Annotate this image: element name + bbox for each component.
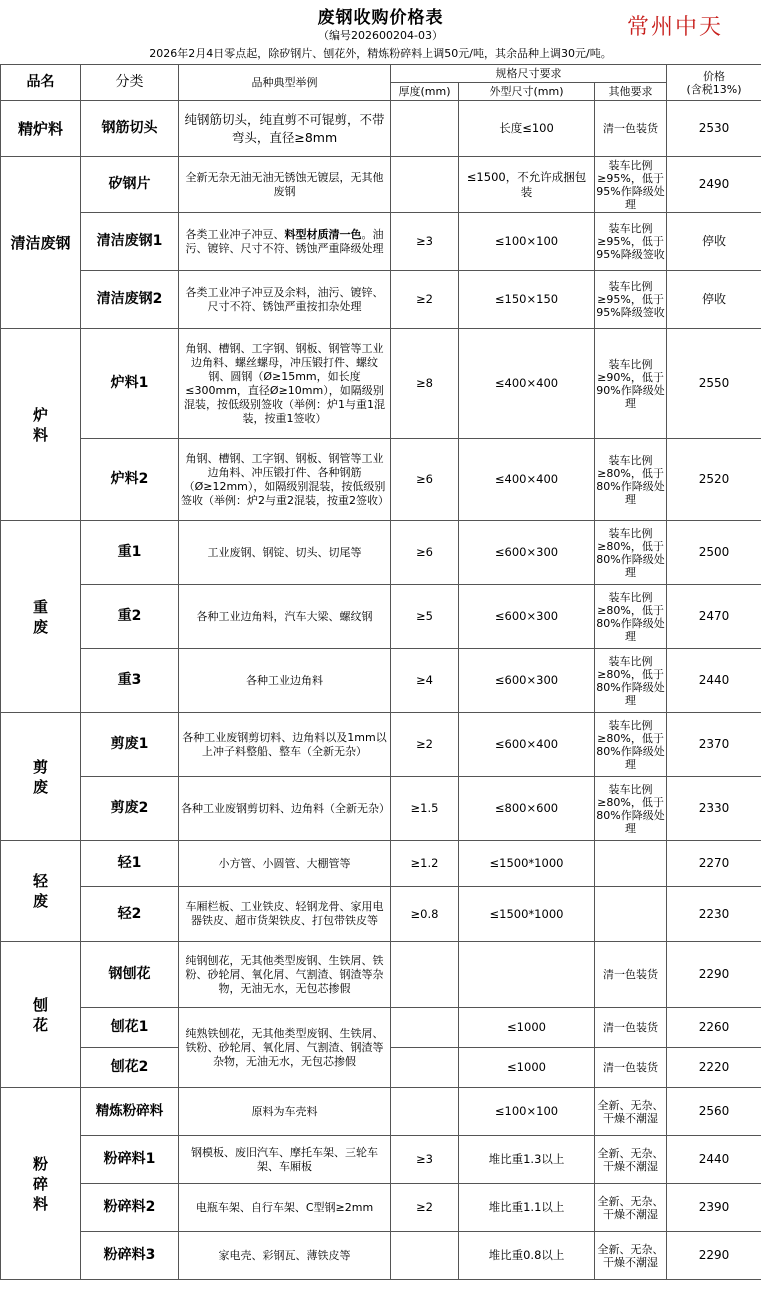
table-row (1, 649, 761, 713)
category-cell: 精炼粉碎料 (81, 1088, 179, 1136)
other-cell: 装车比例≥95%，低于95%降级签收 (595, 213, 667, 271)
other-cell: 全新、无杂、干燥不潮湿 (595, 1232, 667, 1280)
size-cell: ≤1500*1000 (459, 841, 595, 887)
price-cell: 2260 (667, 1008, 761, 1048)
other-cell: 全新、无杂、干燥不潮湿 (595, 1184, 667, 1232)
thickness-cell (391, 1008, 459, 1048)
size-cell (459, 942, 595, 1008)
thickness-cell: ≥2 (391, 713, 459, 777)
size-cell: ≤400×400 (459, 439, 595, 521)
col-name-header: 品名 (1, 65, 81, 101)
size-cell: 堆比重1.3以上 (459, 1136, 595, 1184)
example-cell: 工业废钢、钢锭、切头、切尾等 (179, 521, 391, 585)
group-name: 轻废 (1, 841, 81, 942)
example-cell: 各类工业冲子冲豆及余料，油污、镀锌、尺寸不符、锈蚀严重按扣杂处理 (179, 271, 391, 329)
category-cell: 刨花2 (81, 1048, 179, 1088)
document-code: （编号202600204-03） (318, 29, 443, 42)
thickness-cell: ≥4 (391, 649, 459, 713)
group-name: 重废 (1, 521, 81, 713)
table-row (1, 1008, 761, 1048)
group-name: 粉碎料 (1, 1088, 81, 1280)
size-cell: ≤600×300 (459, 649, 595, 713)
example-cell: 小方管、小圆管、大棚管等 (179, 841, 391, 887)
example-cell: 原料为车壳料 (179, 1088, 391, 1136)
page-header (0, 0, 761, 64)
other-cell: 装车比例≥80%，低于80%作降级处理 (595, 713, 667, 777)
price-cell: 2290 (667, 942, 761, 1008)
price-notice: 2026年2月4日零点起，除矽钢片、刨花外，精炼粉碎料上调50元/吨，其余品种上调30元/吨。 (149, 47, 612, 60)
table-row (1, 101, 761, 157)
other-cell: 装车比例≥80%，低于80%作降级处理 (595, 521, 667, 585)
example-cell: 纯钢筋切头，纯直剪不可锟剪，不带弯头，直径≥8mm (179, 101, 391, 157)
thickness-cell: ≥6 (391, 521, 459, 585)
category-cell: 钢筋切头 (81, 101, 179, 157)
category-cell: 粉碎料1 (81, 1136, 179, 1184)
col-other-header: 其他要求 (595, 83, 667, 101)
size-cell: 堆比重0.8以上 (459, 1232, 595, 1280)
size-cell: 长度≤100 (459, 101, 595, 157)
other-cell: 装车比例≥80%，低于80%作降级处理 (595, 649, 667, 713)
example-cell: 角钢、槽钢、工字钢、钢板、钢管等工业边角料、冲压锻打件、各种钢筋（Ø≥12mm），如隔级别混装，按低级别签收（举例：炉2与重2混装，按重2签收） (179, 439, 391, 521)
category-cell: 刨花1 (81, 1008, 179, 1048)
thickness-cell: ≥5 (391, 585, 459, 649)
thickness-cell: ≥1.2 (391, 841, 459, 887)
example-cell: 角钢、槽钢、工字钢、钢板、钢管等工业边角料、螺丝螺母，冲压锻打件、螺纹钢、圆钢（Ø≥15mm，如长度≤300mm，直径Ø≥10mm），如隔级别混装，按低级别签收（举例：炉1与重1混装，按重1签收） (179, 329, 391, 439)
price-cell: 2550 (667, 329, 761, 439)
thickness-cell: ≥8 (391, 329, 459, 439)
category-cell: 炉料1 (81, 329, 179, 439)
other-cell: 装车比例≥80%，低于80%作降级处理 (595, 585, 667, 649)
category-cell: 轻1 (81, 841, 179, 887)
category-cell: 重2 (81, 585, 179, 649)
thickness-cell (391, 942, 459, 1008)
example-cell: 电瓶车架、自行车架、C型钢≥2mm (179, 1184, 391, 1232)
example-cell: 纯钢刨花，无其他类型废钢、生铁屑、铁粉、砂轮屑、氧化屑、气割渣、钢渣等杂物，无油无水，无包芯掺假 (179, 942, 391, 1008)
table-row (1, 1232, 761, 1280)
other-cell: 全新、无杂、干燥不潮湿 (595, 1088, 667, 1136)
other-cell: 装车比例≥80%，低于80%作降级处理 (595, 777, 667, 841)
group-name: 精炉料 (1, 101, 81, 157)
size-cell: ≤400×400 (459, 329, 595, 439)
thickness-cell (391, 101, 459, 157)
size-cell: ≤1000 (459, 1048, 595, 1088)
table-row (1, 887, 761, 942)
table-row (1, 521, 761, 585)
other-cell: 装车比例≥95%，低于95%降级签收 (595, 271, 667, 329)
table-row (1, 1136, 761, 1184)
other-cell (595, 887, 667, 942)
thickness-cell (391, 1088, 459, 1136)
thickness-cell: ≥3 (391, 1136, 459, 1184)
category-cell: 清洁废钢2 (81, 271, 179, 329)
price-cell: 2270 (667, 841, 761, 887)
size-cell: 堆比重1.1以上 (459, 1184, 595, 1232)
table-row (1, 1088, 761, 1136)
thickness-cell: ≥1.5 (391, 777, 459, 841)
category-cell: 粉碎料3 (81, 1232, 179, 1280)
thickness-cell (391, 1048, 459, 1088)
other-cell: 清一色装货 (595, 101, 667, 157)
table-row (1, 157, 761, 213)
price-cell: 2440 (667, 1136, 761, 1184)
size-cell: ≤100×100 (459, 213, 595, 271)
category-cell: 重3 (81, 649, 179, 713)
col-spec-group-header: 规格尺寸要求 (391, 65, 667, 83)
size-cell: ≤1000 (459, 1008, 595, 1048)
other-cell: 清一色装货 (595, 1008, 667, 1048)
emphasis-text: 料型材质清一色 (284, 227, 362, 241)
other-cell: 装车比例≥80%，低于80%作降级处理 (595, 439, 667, 521)
price-cell: 2370 (667, 713, 761, 777)
thickness-cell: ≥0.8 (391, 887, 459, 942)
other-cell: 清一色装货 (595, 942, 667, 1008)
size-cell: ≤100×100 (459, 1088, 595, 1136)
table-row (1, 585, 761, 649)
example-cell: 车厢栏板、工业铁皮、轻钢龙骨、家用电器铁皮、超市货架铁皮、打包带铁皮等 (179, 887, 391, 942)
other-cell: 装车比例≥95%，低于95%作降级处理 (596, 158, 665, 211)
brand-watermark: 常州中天 (626, 15, 723, 40)
size-cell: ≤1500，不允许成捆包装 (459, 157, 595, 213)
col-price-header: 价格 (含税13%) (667, 65, 761, 101)
group-name: 刨花 (1, 942, 81, 1088)
price-cell: 2220 (667, 1048, 761, 1088)
example-cell: 家电壳、彩钢瓦、薄铁皮等 (179, 1232, 391, 1280)
category-cell: 清洁废钢1 (81, 213, 179, 271)
size-cell: ≤600×400 (459, 713, 595, 777)
other-cell: 装车比例≥90%，低于90%作降级处理 (595, 329, 667, 439)
col-size-header: 外型尺寸(mm) (459, 83, 595, 101)
category-cell: 重1 (81, 521, 179, 585)
table-row (1, 329, 761, 439)
price-cell: 停收 (667, 271, 761, 329)
price-cell: 2530 (667, 101, 761, 157)
price-cell: 停收 (667, 213, 761, 271)
example-cell: 钢模板、废旧汽车、摩托车架、三轮车架、车厢板 (179, 1136, 391, 1184)
thickness-cell: ≥6 (391, 439, 459, 521)
example-cell: 各种工业废钢剪切料、边角料以及1mm以上冲子料整船、整车（全新无杂） (179, 713, 391, 777)
other-cell (595, 841, 667, 887)
col-category-header: 分类 (81, 65, 179, 101)
example-cell: 各种工业边角料，汽车大梁、螺纹钢 (179, 585, 391, 649)
example-cell: 各类工业冲子冲豆、料型材质清一色。油污、镀锌、尺寸不符、锈蚀严重降级处理 (179, 213, 391, 271)
table-row (1, 213, 761, 271)
example-cell: 全新无杂无油无油无锈蚀无镀层，无其他废钢 (179, 157, 391, 213)
table-row (1, 841, 761, 887)
price-cell: 2470 (667, 585, 761, 649)
size-cell: ≤1500*1000 (459, 887, 595, 942)
page-title: 废钢收购价格表 (317, 8, 444, 28)
category-cell: 轻2 (81, 887, 179, 942)
table-row (1, 777, 761, 841)
group-name: 清洁废钢 (1, 157, 81, 329)
category-cell: 钢刨花 (81, 942, 179, 1008)
price-cell: 2560 (667, 1088, 761, 1136)
category-cell: 粉碎料2 (81, 1184, 179, 1232)
group-name: 剪废 (1, 713, 81, 841)
other-cell: 清一色装货 (595, 1048, 667, 1088)
table-row (1, 713, 761, 777)
header-row (1, 65, 761, 83)
price-cell: 2330 (667, 777, 761, 841)
example-cell: 各种工业边角料 (179, 649, 391, 713)
thickness-cell: ≥2 (391, 1184, 459, 1232)
price-cell: 2290 (667, 1232, 761, 1280)
price-cell: 2490 (667, 157, 761, 213)
price-cell: 2520 (667, 439, 761, 521)
col-example-header: 品种典型举例 (179, 65, 391, 101)
size-cell: ≤800×600 (459, 777, 595, 841)
thickness-cell: ≥3 (391, 213, 459, 271)
category-cell: 剪废2 (81, 777, 179, 841)
price-cell: 2390 (667, 1184, 761, 1232)
price-cell: 2500 (667, 521, 761, 585)
category-cell: 炉料2 (81, 439, 179, 521)
example-cell: 纯熟铁刨花，无其他类型废钢、生铁屑、铁粉、砂轮屑、氧化屑、气割渣、钢渣等杂物，无油无水，无包芯掺假 (179, 1008, 391, 1088)
price-cell: 2440 (667, 649, 761, 713)
size-cell: ≤150×150 (459, 271, 595, 329)
table-row (1, 942, 761, 1008)
table-row (1, 271, 761, 329)
thickness-cell (391, 157, 459, 213)
thickness-cell: ≥2 (391, 271, 459, 329)
size-cell: ≤600×300 (459, 585, 595, 649)
thickness-cell (391, 1232, 459, 1280)
table-row (1, 1184, 761, 1232)
other-cell: 全新、无杂、干燥不潮湿 (595, 1136, 667, 1184)
size-cell: ≤600×300 (459, 521, 595, 585)
example-cell: 各种工业废钢剪切料、边角料（全新无杂） (179, 777, 391, 841)
price-table (0, 64, 761, 1280)
col-thickness-header: 厚度(mm) (391, 83, 459, 101)
category-cell: 剪废1 (81, 713, 179, 777)
group-name: 炉料 (1, 329, 81, 521)
table-row (1, 439, 761, 521)
price-cell: 2230 (667, 887, 761, 942)
category-cell: 矽钢片 (81, 157, 179, 213)
